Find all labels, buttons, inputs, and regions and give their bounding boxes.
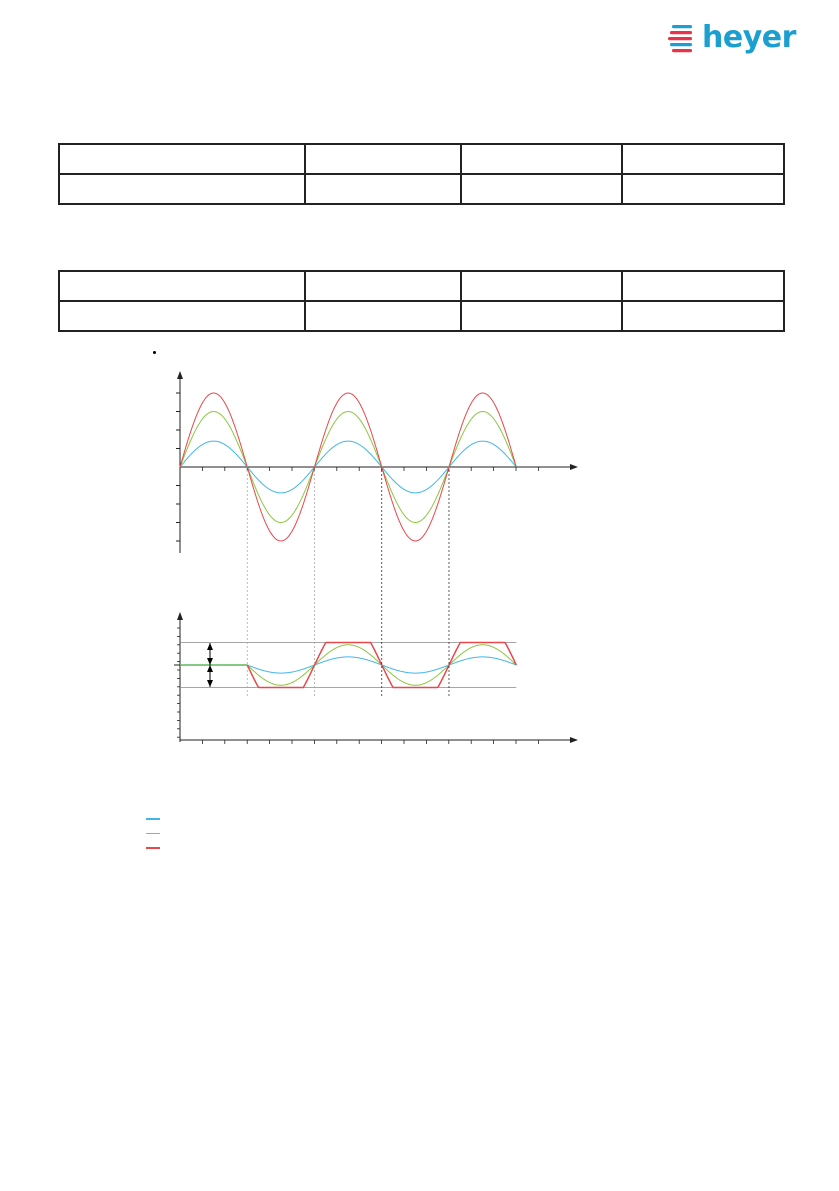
- legend-swatch-red: [146, 847, 160, 849]
- series-line: [247, 643, 516, 688]
- y-axis-arrow: [177, 371, 183, 379]
- legend-swatch-green: [146, 833, 160, 835]
- x-axis-arrow: [570, 737, 578, 743]
- sine-wave-plot: [176, 371, 578, 553]
- arrow-head-mid-down: [207, 658, 213, 665]
- arrow-head-up: [207, 643, 213, 650]
- x-axis-arrow: [570, 464, 578, 470]
- logo-wordmark: heyer: [702, 20, 796, 55]
- phase-guide-lines: [247, 470, 449, 698]
- arrow-head-mid-up: [207, 665, 213, 672]
- arrow-head-down: [207, 680, 213, 687]
- legend-swatch-blue: [146, 818, 160, 820]
- y-axis-arrow: [177, 612, 183, 620]
- limited-wave-plot: [174, 612, 578, 744]
